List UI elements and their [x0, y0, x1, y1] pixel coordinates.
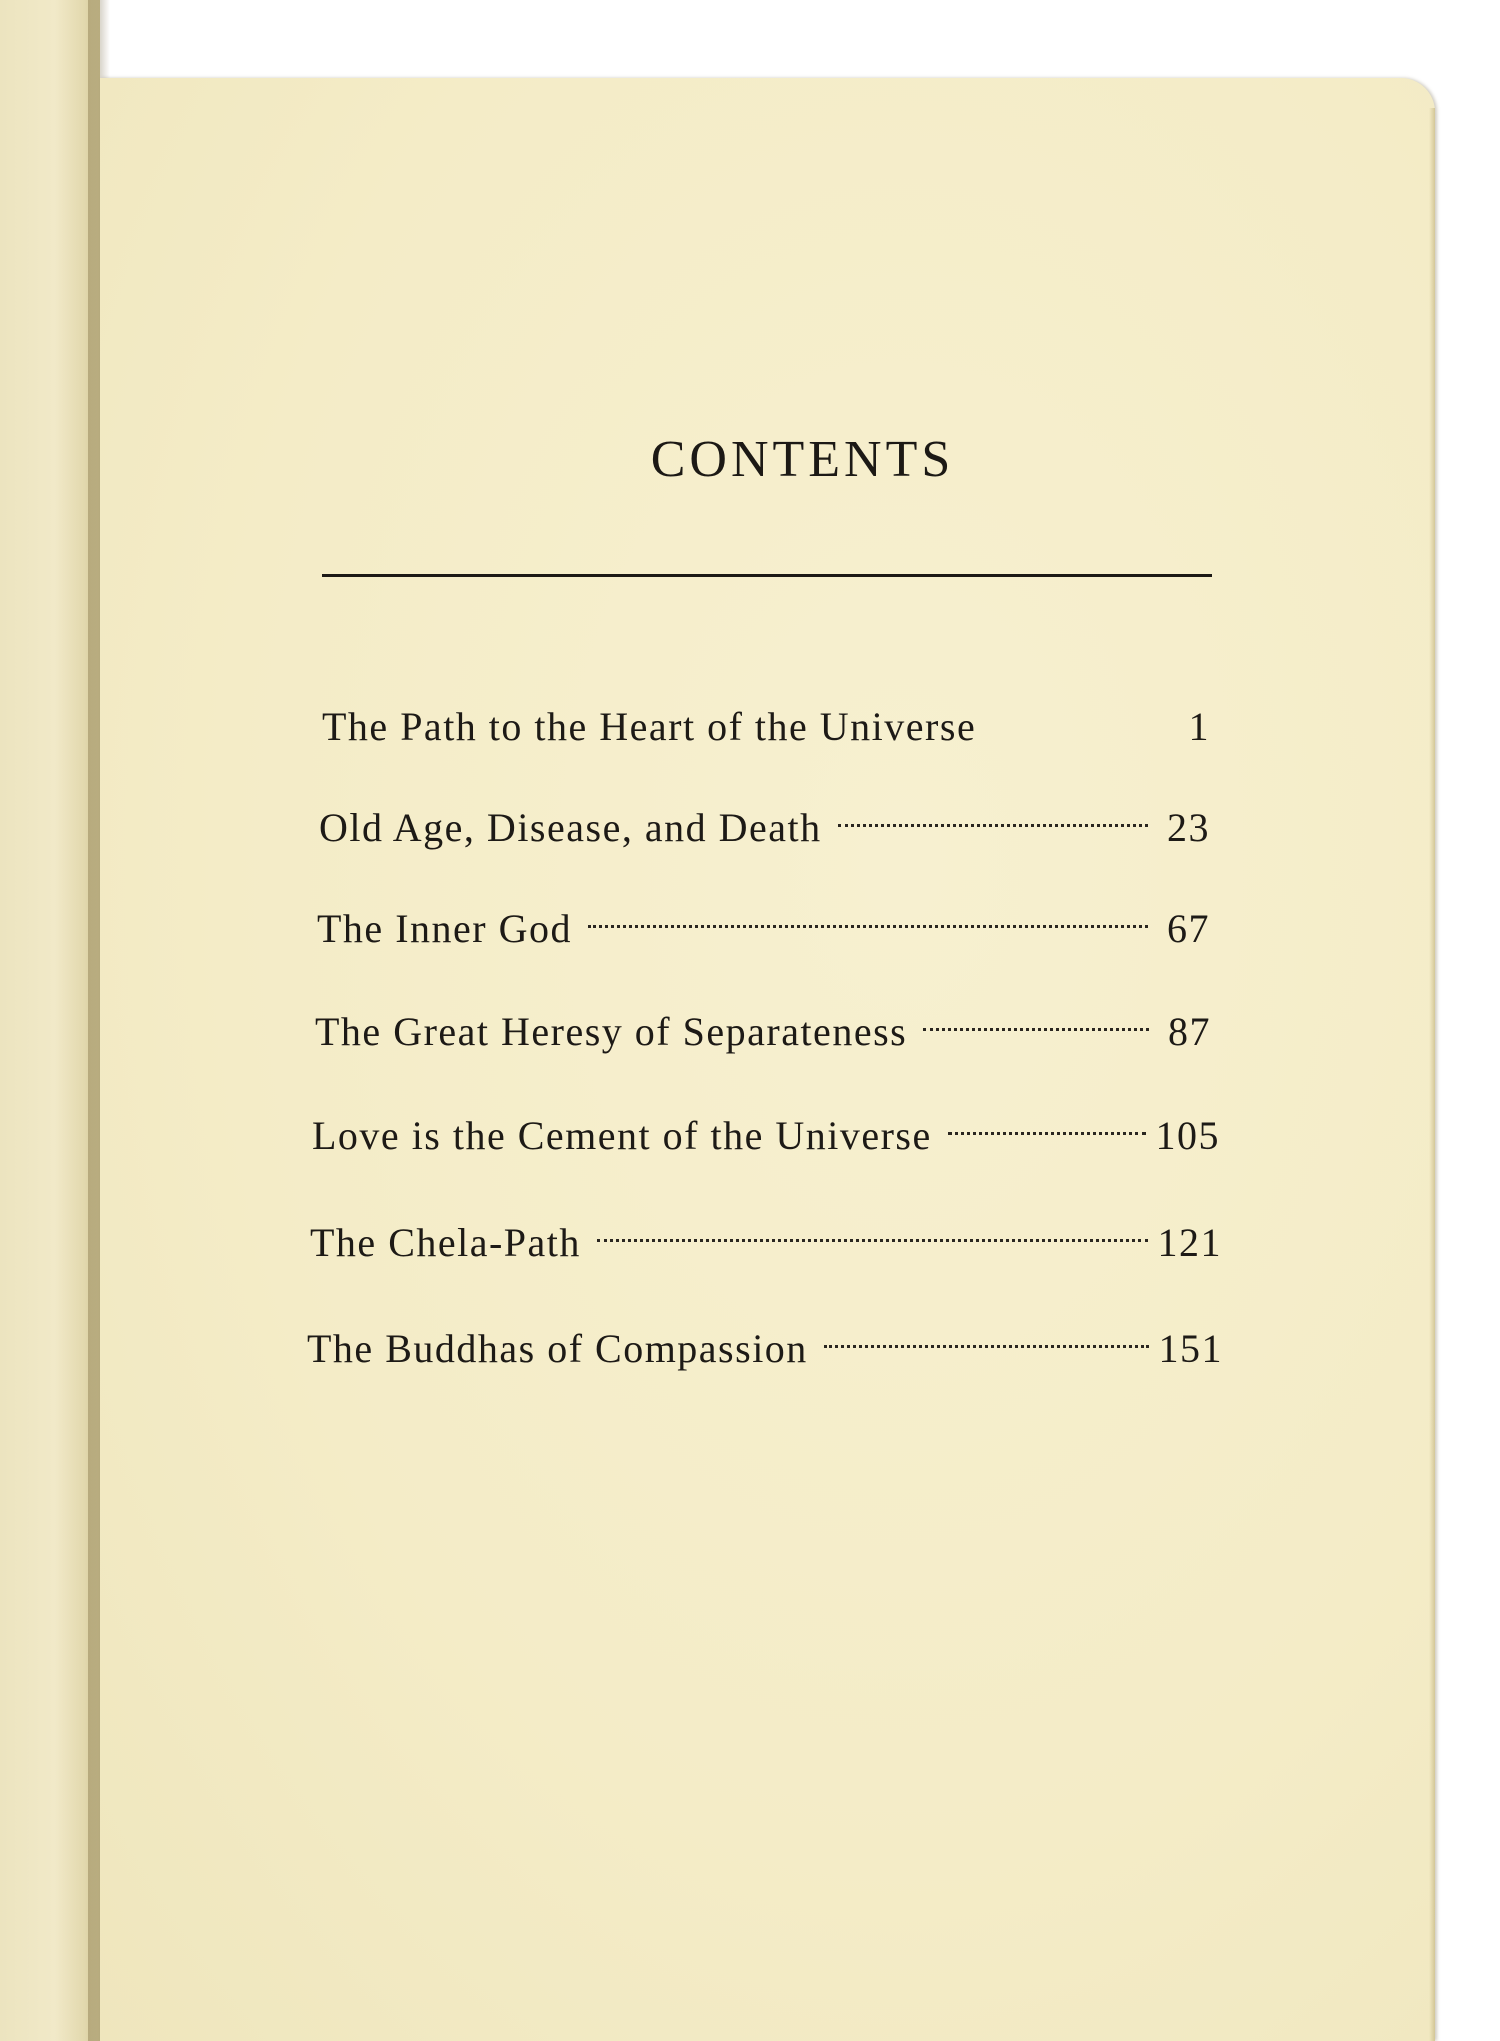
toc-leader: [923, 995, 1159, 1045]
toc-entry-page: 151: [1158, 1326, 1223, 1371]
toc-leader: [838, 791, 1158, 841]
toc-entry-page: 105: [1155, 1113, 1220, 1158]
toc-entry-love-cement[interactable]: [312, 1099, 1220, 1158]
toc-entry-title: The Path to the Heart of the Universe: [322, 704, 977, 749]
toc-entry-page: 1: [1188, 704, 1210, 749]
toc-entry-chela-path[interactable]: [310, 1206, 1222, 1265]
page-title: CONTENTS: [650, 431, 955, 488]
toc-leader: [824, 1312, 1159, 1362]
toc-entry-title: The Great Heresy of Separateness: [315, 1009, 908, 1054]
toc-entry-title: Old Age, Disease, and Death: [319, 805, 822, 850]
toc-leader: [597, 1206, 1158, 1256]
toc-leader: [992, 690, 1158, 740]
toc-entry-old-age[interactable]: [319, 791, 1210, 850]
toc-entry-title: Love is the Cement of the Universe: [312, 1113, 932, 1158]
toc-entry-title: The Chela-Path: [310, 1220, 581, 1265]
toc-entry-buddhas[interactable]: [307, 1312, 1223, 1371]
toc-entry-page: 121: [1157, 1220, 1222, 1265]
toc-entry-page: 23: [1167, 805, 1210, 850]
toc-entry-great-heresy[interactable]: [315, 995, 1211, 1054]
toc-entry-page: 67: [1167, 906, 1210, 951]
toc-leader: [588, 892, 1158, 942]
table-of-contents: [100, 78, 1435, 2041]
toc-leader: [948, 1099, 1156, 1149]
toc-entry-inner-god[interactable]: [317, 892, 1210, 951]
toc-entry-title: The Buddhas of Compassion: [307, 1326, 808, 1371]
toc-entry-page: 87: [1168, 1009, 1211, 1054]
contents-page: [100, 78, 1435, 2041]
facing-page-edge: [0, 0, 100, 2041]
toc-entry-title: The Inner God: [317, 906, 572, 951]
toc-entry-path-to-heart[interactable]: [322, 690, 1210, 749]
